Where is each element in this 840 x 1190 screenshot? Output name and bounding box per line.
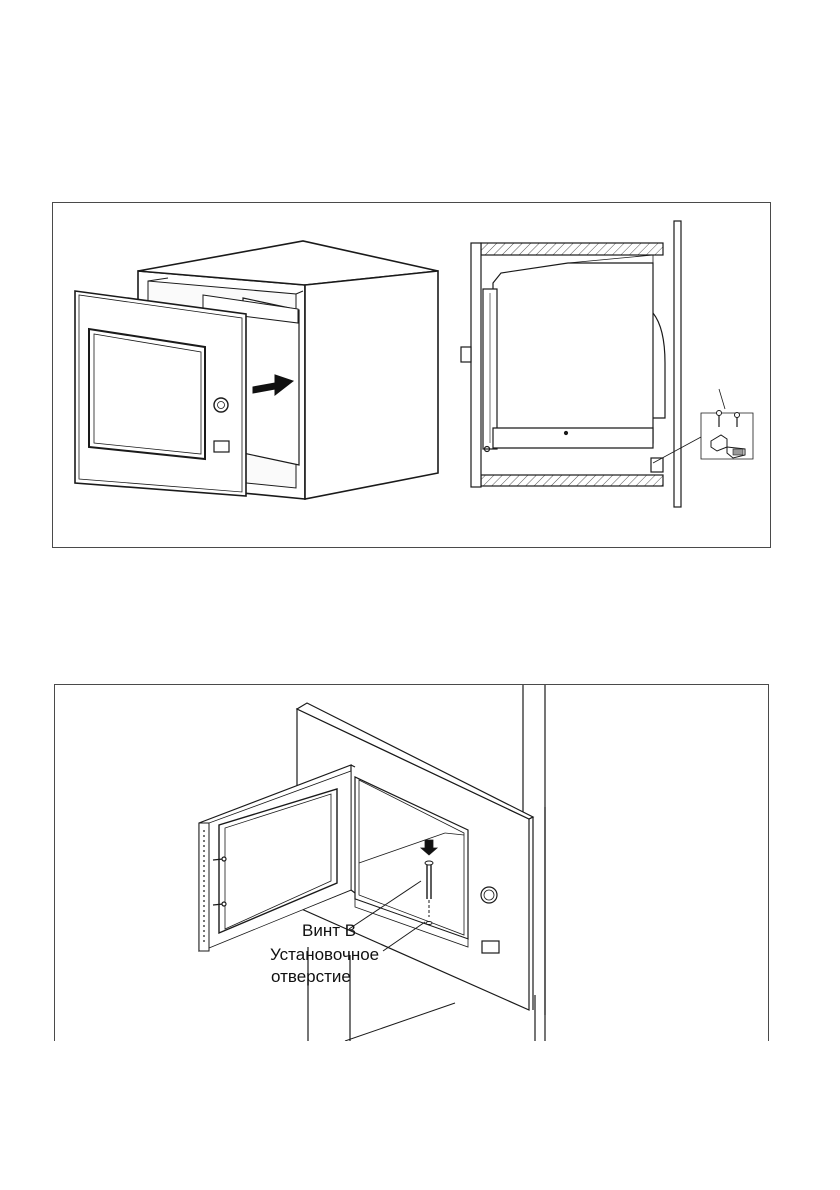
bracket-detail-callout: [701, 389, 753, 459]
mounting-hole-label-line1: Установочное: [270, 945, 380, 964]
figure-panel-top: [52, 202, 771, 548]
installation-diagram-slide-in: [53, 203, 770, 547]
figure-panel-bottom: [54, 684, 769, 1041]
mounting-hole-label-line2: отверстие: [271, 967, 351, 986]
installation-diagram-fix-screw: [55, 685, 768, 1041]
screw-b-label: Винт B: [302, 921, 357, 940]
cabinet-cross-section: [461, 221, 701, 507]
